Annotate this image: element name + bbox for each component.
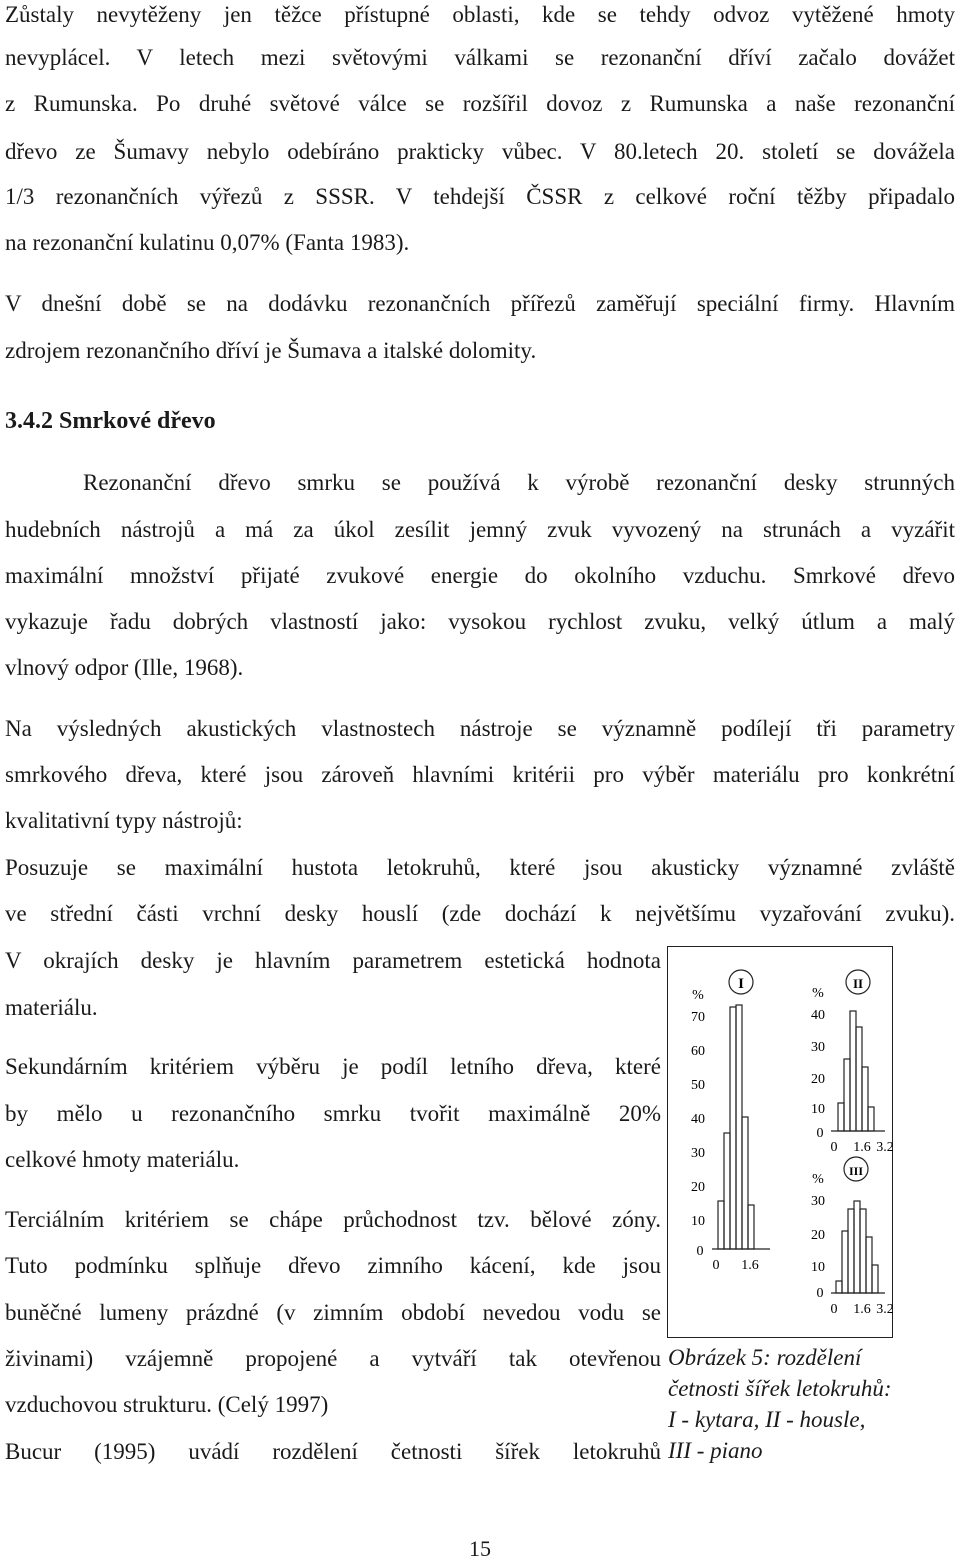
text-line: vykazuje řadu dobrých vlastností jako: vysokou rychlost zvuku, velký útlum a malý — [5, 609, 955, 634]
caption-line: I - kytara, II - housle, — [668, 1407, 866, 1432]
panel-iii-bar — [836, 1281, 842, 1293]
caption-line: Obrázek 5: rozdělení — [668, 1345, 862, 1370]
panel-iii-bar — [872, 1265, 878, 1293]
text-line: V okrajích desky je hlavním parametrem estetická hodnota — [5, 948, 661, 973]
panel-ii-bar — [844, 1059, 850, 1131]
text-line: Sekundárním kritériem výběru je podíl letního dřeva, které — [5, 1054, 661, 1079]
panel-i-ytick: 20 — [691, 1180, 705, 1195]
text-line: materiálu. — [5, 995, 98, 1020]
text-line: kvalitativní typy nástrojů: — [5, 808, 243, 833]
figure-histograms — [667, 946, 893, 1338]
panel-i-xtick: 1.6 — [741, 1258, 759, 1273]
text-line: Posuzuje se maximální hustota letokruhů, které jsou akusticky významné zvláště — [5, 855, 955, 880]
text-line: na rezonanční kulatinu 0,07% (Fanta 1983). — [5, 230, 410, 255]
panel-i-xtick: 0 — [712, 1258, 720, 1273]
text-line: Zůstaly nevytěženy jen těžce přístupné oblasti, kde se tehdy odvoz vytěžené hmoty — [5, 2, 955, 27]
panel-i-bar — [724, 1133, 730, 1249]
panel-iii-unit: % — [812, 1172, 824, 1187]
panel-i-bar — [742, 1117, 748, 1249]
panel-iii-xtick: 0 — [830, 1302, 838, 1317]
panel-i-ytick: 30 — [691, 1146, 705, 1161]
panel-i-ytick: 40 — [691, 1112, 705, 1127]
panel-i-ytick: 70 — [691, 1010, 705, 1025]
panel-iii — [811, 1157, 894, 1317]
text-line: nevyplácel. V letech mezi světovými válkami se rezonanční dříví začalo dovážet — [5, 45, 955, 70]
text-line: by mělo u rezonančního smrku tvořit maximálně 20% — [5, 1101, 661, 1126]
panel-iii-ytick: 20 — [811, 1228, 825, 1243]
panel-ii-xtick: 0 — [830, 1140, 838, 1155]
figure-caption — [668, 1342, 958, 1466]
panel-ii-bar — [850, 1011, 856, 1131]
panel-ii-bar — [868, 1107, 874, 1131]
panel-iii-xtick: 1.6 — [853, 1302, 871, 1317]
panel-ii-bar — [856, 1027, 862, 1131]
panel-i-ytick: 50 — [691, 1078, 705, 1093]
text-line: smrkového dřeva, které jsou zároveň hlavními kritérii pro výběr materiálu pro konkrétní — [5, 762, 955, 787]
panel-ii-ytick: 40 — [811, 1008, 825, 1023]
text-line: maximální množství přijaté zvukové energie do okolního vzduchu. Smrkové dřevo — [5, 563, 955, 588]
panel-i-bar — [730, 1007, 736, 1249]
text-line: celkové hmoty materiálu. — [5, 1147, 240, 1172]
panel-i — [691, 970, 770, 1273]
panel-iii-bar — [854, 1201, 860, 1293]
caption-line: četnosti šířek letokruhů: — [668, 1376, 892, 1401]
panel-ii-ytick: 10 — [811, 1102, 825, 1117]
panel-iii-ytick: 30 — [811, 1194, 825, 1209]
panel-ii-xtick: 1.6 — [853, 1140, 871, 1155]
panel-iii-bar — [866, 1237, 872, 1293]
panel-i-bar — [718, 1201, 724, 1249]
text-line: Terciálním kritériem se chápe průchodnost tzv. bělové zóny. — [5, 1207, 661, 1232]
panel-i-ytick: 60 — [691, 1044, 705, 1059]
text-line: Tuto podmínku splňuje dřevo zimního kácení, kde jsou — [5, 1253, 661, 1278]
text-line: živinami) vzájemně propojené a vytváří tak otevřenou — [5, 1346, 661, 1371]
panel-ii-ytick: 0 — [816, 1126, 824, 1141]
page-number: 15 — [469, 1536, 491, 1561]
panel-iii-bar — [848, 1209, 854, 1293]
panel-ii-xtick: 3.2 — [876, 1140, 894, 1155]
text-line: ve střední části vrchní desky houslí (zde dochází k největšímu vyzařování zvuku). — [5, 901, 955, 926]
text-line: Rezonanční dřevo smrku se používá k výrobě rezonanční desky strunných — [83, 470, 955, 495]
text-line: Bucur (1995) uvádí rozdělení četnosti šířek letokruhů — [5, 1439, 661, 1464]
text-line: hudebních nástrojů a má za úkol zesílit jemný zvuk vyvozený na strunách a vyzářit — [5, 517, 955, 542]
panel-ii — [811, 970, 894, 1155]
histogram-figure-svg — [668, 947, 894, 1336]
text-line: buněčné lumeny prázdné (v zimním období nevedou vodu se — [5, 1300, 661, 1325]
panel-ii-label: II — [852, 976, 864, 991]
panel-i-bar — [736, 1005, 742, 1249]
panel-ii-unit: % — [812, 986, 824, 1001]
text-line: z Rumunska. Po druhé světové válce se rozšířil dovoz z Rumunska a naše rezonanční — [5, 91, 955, 116]
panel-i-label: I — [738, 976, 744, 992]
caption-line: III - piano — [668, 1438, 763, 1463]
panel-iii-bar — [860, 1209, 866, 1293]
panel-iii-ytick: 10 — [811, 1260, 825, 1275]
panel-i-bar — [748, 1205, 754, 1249]
text-line: V dnešní době se na dodávku rezonančních přířezů zaměřují speciální firmy. Hlavním — [5, 291, 955, 316]
panel-ii-ytick: 30 — [811, 1040, 825, 1055]
panel-i-ytick: 10 — [691, 1214, 705, 1229]
section-heading: 3.4.2 Smrkové dřevo — [5, 408, 216, 434]
text-line: 1/3 rezonančních výřezů z SSSR. V tehdejší ČSSR z celkové roční těžby připadalo — [5, 184, 955, 209]
panel-ii-bar — [862, 1067, 868, 1131]
text-line: Na výsledných akustických vlastnostech nástroje se významně podílejí tři parametry — [5, 716, 955, 741]
panel-i-unit: % — [692, 988, 704, 1003]
panel-i-ytick: 0 — [696, 1244, 704, 1259]
panel-ii-ytick: 20 — [811, 1072, 825, 1087]
panel-iii-label: III — [848, 1164, 864, 1178]
text-line: vlnový odpor (Ille, 1968). — [5, 655, 244, 680]
text-line: dřevo ze Šumavy nebylo odebíráno prakticky vůbec. V 80.letech 20. století se dovážela — [5, 139, 955, 164]
panel-iii-bar — [842, 1231, 848, 1293]
panel-iii-ytick: 0 — [816, 1286, 824, 1301]
text-line: vzduchovou strukturu. (Celý 1997) — [5, 1392, 329, 1417]
panel-iii-xtick: 3.2 — [876, 1302, 894, 1317]
panel-ii-bar — [838, 1103, 844, 1131]
text-line: zdrojem rezonančního dříví je Šumava a italské dolomity. — [5, 338, 537, 363]
